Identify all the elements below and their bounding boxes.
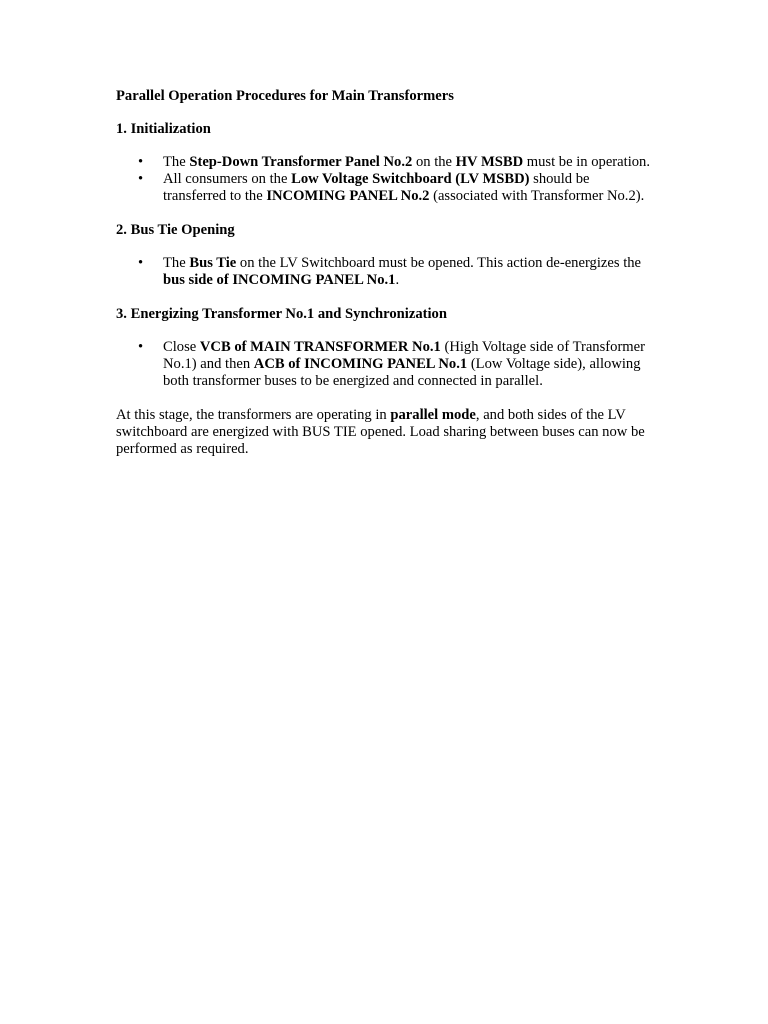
text-run: should be transferred to the [163,171,590,204]
summary-paragraph [116,407,656,458]
text-run: on the [412,154,456,170]
text-run: (Low Voltage side), allowing both transformer buses to be energized and connected in parallel. [163,356,641,389]
text-run: Close [163,339,200,355]
list-item [116,339,656,390]
bullet-list [116,154,656,205]
text-run: All consumers on the [163,171,292,187]
text-run: on the LV Switchboard must be opened. This action de-energizes the [236,255,642,271]
bullet-list [116,255,656,289]
sections-container [116,121,656,390]
bold-text-run: Low Voltage Switchboard (LV MSBD) [291,171,530,187]
text-run: , and both sides of the LV switchboard are energized with BUS TIE opened. Load sharing between buses can now be performed as required. [116,407,645,457]
bullet-icon: • [138,339,144,355]
bold-text-run: INCOMING PANEL No.2 [266,188,430,204]
list-item [116,255,656,289]
bullet-icon: • [138,255,144,271]
bold-text-run: VCB of MAIN TRANSFORMER No.1 [199,339,441,355]
list-item [116,154,656,171]
bold-text-run: bus side of INCOMING PANEL No.1 [163,272,396,288]
text-run: The [163,154,190,170]
section-heading: 2. Bus Tie Opening [116,222,235,238]
section-heading: 3. Energizing Transformer No.1 and Synchronization [116,306,447,322]
text-run: must be in operation. [523,154,650,170]
text-run: The [163,255,190,271]
bold-text-run: Step-Down Transformer Panel No.2 [189,154,413,170]
section-heading: 1. Initialization [116,121,211,137]
text-run: (High Voltage side of Transformer No.1) and then [163,339,645,372]
text-run: (associated with Transformer No.2). [429,188,645,204]
document-title: Parallel Operation Procedures for Main Transformers [116,88,454,104]
bullet-icon: • [138,171,144,187]
bold-text-run: ACB of INCOMING PANEL No.1 [253,356,468,372]
text-run: . [395,272,400,288]
document-body [116,88,656,458]
text-run: At this stage, the transformers are operating in [116,407,391,423]
bold-text-run: HV MSBD [455,154,524,170]
list-item [116,171,656,205]
bullet-icon: • [138,154,144,170]
bold-text-run: parallel mode [390,407,476,423]
bullet-list [116,339,656,390]
bold-text-run: Bus Tie [189,255,237,271]
